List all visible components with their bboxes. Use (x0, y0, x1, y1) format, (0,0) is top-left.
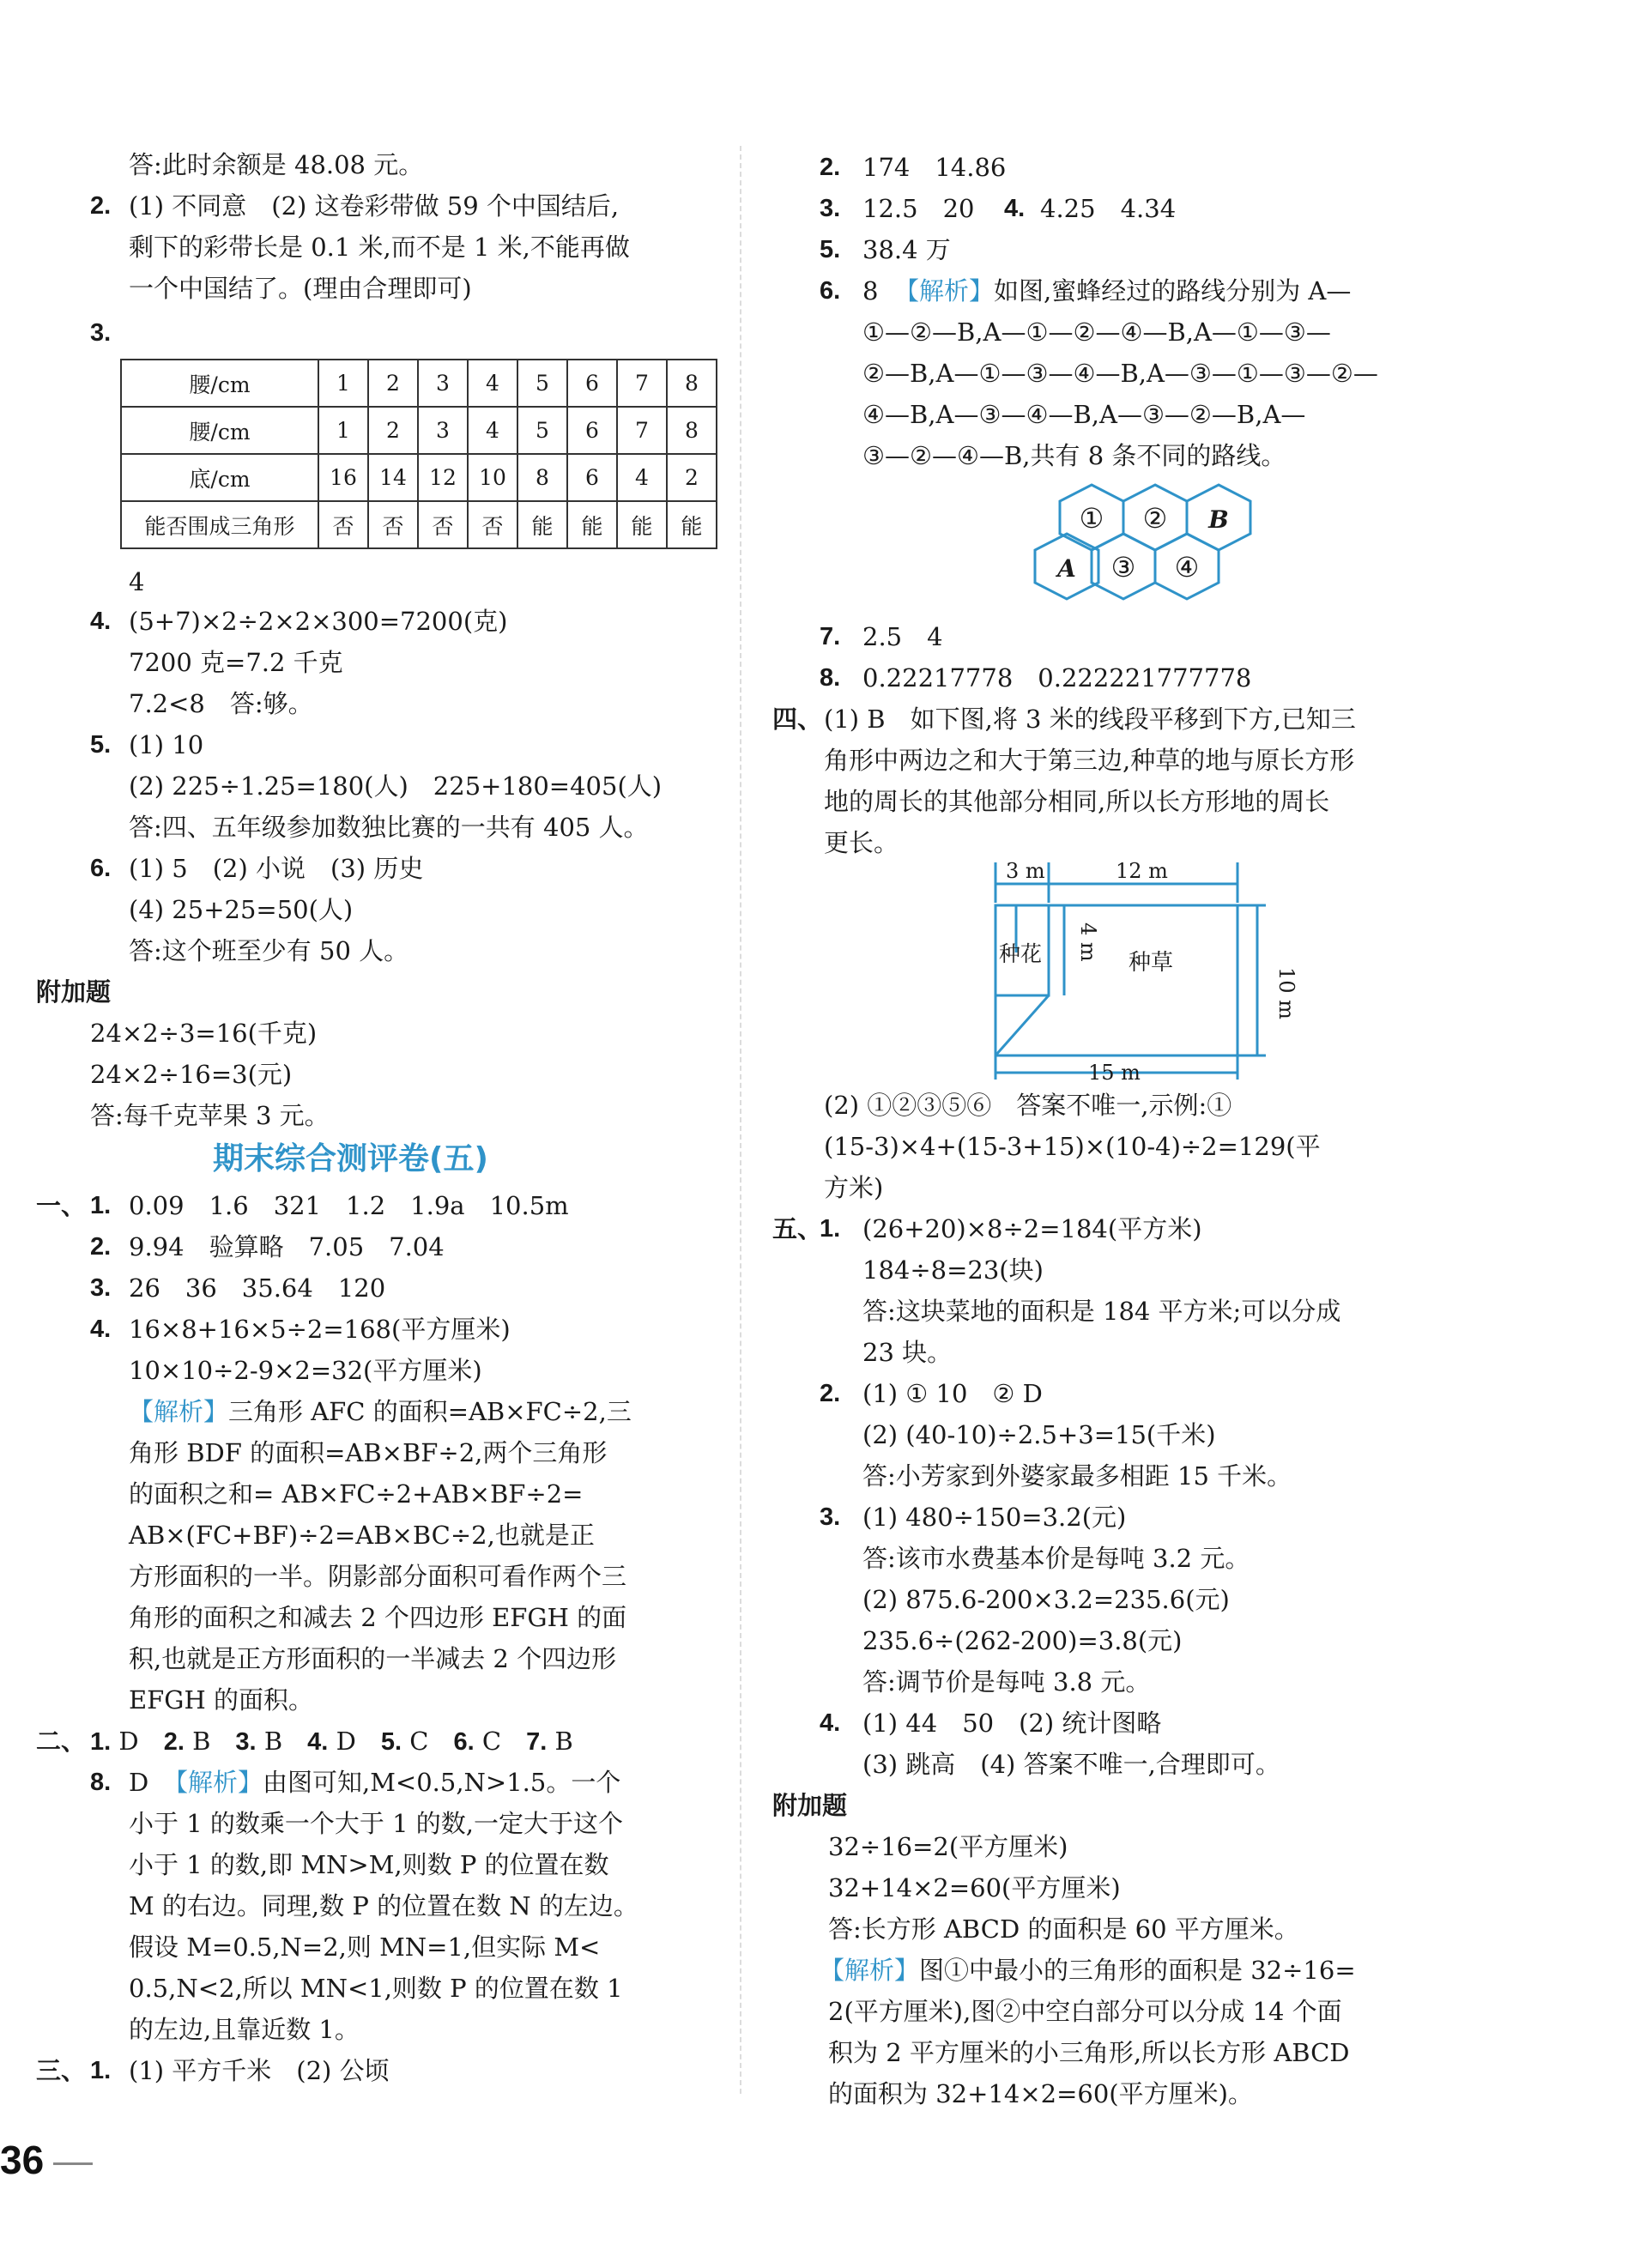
table-cell: 否 (368, 501, 418, 548)
answer-line: (15-3)×4+(15-3+15)×(10-4)÷2=129(平 (824, 1132, 1321, 1161)
answer-line: 38.4 万 (862, 235, 951, 264)
answer-line: 24×2÷16=3(元) (90, 1060, 293, 1089)
choice-answer: D (129, 1768, 149, 1797)
table-cell: 能 (617, 501, 667, 548)
question-number: 2. (90, 192, 112, 220)
table-cell: 8 (667, 407, 717, 454)
dim-label: 12 m (1116, 859, 1168, 883)
answer-line: 9.94 验算略 7.05 7.04 (129, 1232, 445, 1261)
hex-label: A (1057, 554, 1076, 583)
table-cell: 2 (368, 407, 418, 454)
choice-answer: C (481, 1727, 502, 1756)
table-cell: 2 (368, 360, 418, 407)
answer-line: 答:该市水费基本价是每吨 3.2 元。 (862, 1544, 1250, 1573)
answer-line: 角形的面积之和减去 2 个四边形 EFGH 的面 (129, 1603, 627, 1632)
answer-line: 的面积为 32+14×2=60(平方厘米)。 (828, 2079, 1253, 2108)
answer-line: 一个中国结了。(理由合理即可) (129, 274, 472, 303)
question-number: 2. (820, 1380, 841, 1407)
answer-line: 4.25 4.34 (1040, 194, 1177, 223)
table-cell: 4 (468, 407, 517, 454)
analysis-tag: 【解析】 (129, 1397, 229, 1426)
answer-line: 角形中两边之和大于第三边,种草的地与原长方形 (824, 746, 1355, 775)
question-number: 2. (163, 1728, 185, 1756)
answer-line: ④—B,A—③—④—B,A—③—②—B,A— (862, 400, 1306, 429)
table-cell: 8 (667, 360, 717, 407)
answer-line: 三角形 AFC 的面积=AB×FC÷2,三 (228, 1397, 632, 1426)
choice-answer: D (336, 1727, 356, 1756)
answer-line: (1) 5 (2) 小说 (3) 历史 (129, 854, 424, 883)
answer-line: 的面积之和= AB×FC÷2+AB×BF÷2= (129, 1479, 584, 1509)
table-cell: 否 (318, 501, 368, 548)
question-number: 4. (90, 1315, 112, 1343)
dim-label: 3 m (1006, 859, 1045, 883)
answer-line: EFGH 的面积。 (129, 1685, 313, 1715)
choice-answer: B (554, 1727, 573, 1756)
question-number: 3. (235, 1728, 257, 1756)
answer-line: 假设 M=0.5,N=2,则 MN=1,但实际 M< (129, 1932, 601, 1962)
answer-line: 角形 BDF 的面积=AB×BF÷2,两个三角形 (129, 1438, 608, 1467)
choice-answer: C (409, 1727, 429, 1756)
extra-title: 附加题 (772, 1791, 848, 1820)
answer-line: (2) 875.6-200×3.2=235.6(元) (862, 1585, 1230, 1614)
table-cell: 16 (318, 454, 368, 501)
answer-line: 7200 克=7.2 千克 (129, 648, 343, 677)
question-number: 3. (90, 1274, 112, 1302)
page-number-rule (53, 2162, 93, 2165)
answer-line: 7.2<8 答:够。 (129, 689, 313, 718)
analysis-tag: 【解析】 (163, 1768, 263, 1797)
question-number: 8. (820, 664, 841, 692)
section-label: 一、 (36, 1191, 87, 1220)
table-cell: 2 (667, 454, 717, 501)
answer-line: 答:这个班至少有 50 人。 (129, 936, 409, 965)
answer-line: 方形面积的一半。阴影部分面积可看作两个三 (129, 1562, 627, 1591)
hex-label: B (1208, 505, 1229, 534)
answer-line: 小于 1 的数,即 MN>M,则数 P 的位置在数 (129, 1850, 609, 1879)
answer-line: 23 块。 (862, 1338, 953, 1367)
outer-rect (995, 905, 1237, 1055)
table-cell: 腰/cm (121, 407, 318, 454)
question-number: 4. (307, 1728, 329, 1756)
answer-line: 答:四、五年级参加数独比赛的一共有 405 人。 (129, 813, 649, 842)
answer-line: 32+14×2=60(平方厘米) (828, 1873, 1121, 1902)
answer-line: 10×10÷2-9×2=32(平方厘米) (129, 1356, 482, 1385)
table-cell: 4 (468, 360, 517, 407)
answer-line: 0.5,N<2,所以 MN<1,则数 P 的位置在数 1 (129, 1974, 623, 2003)
answer-line: 积为 2 平方厘米的小三角形,所以长方形 ABCD (828, 2038, 1350, 2067)
table-cell: 5 (517, 360, 567, 407)
question-number: 2. (820, 154, 841, 181)
choice-answer: B (263, 1727, 283, 1756)
question-number: 7. (526, 1728, 548, 1756)
answer-line: 的左边,且靠近数 1。 (129, 2015, 360, 2044)
answer-line: 12.5 20 (862, 194, 975, 223)
table-cell: 14 (368, 454, 418, 501)
table-cell: 12 (418, 454, 468, 501)
rectangle-figure (987, 858, 1298, 1086)
answer-line: (5+7)×2÷2×2×300=7200(克) (129, 607, 508, 636)
triangle-table (120, 359, 717, 549)
table-cell: 1 (318, 407, 368, 454)
question-number: 8. (90, 1769, 112, 1796)
area-label: 种草 (1129, 950, 1174, 976)
answer-line: (1) 44 50 (2) 统计图略 (862, 1709, 1162, 1738)
question-number: 3. (820, 195, 841, 222)
answer-line: 更长。 (824, 828, 899, 857)
choice-answer: D (118, 1727, 139, 1756)
hex-label: ② (1142, 502, 1168, 535)
table-cell: 6 (567, 407, 617, 454)
table-cell: 8 (517, 454, 567, 501)
table-cell: 10 (468, 454, 517, 501)
table-cell: 7 (617, 407, 667, 454)
section-label: 二、 (36, 1727, 87, 1756)
answer-line: 4 (129, 567, 145, 596)
table-cell: 能否围成三角形 (121, 501, 318, 548)
question-number: 5. (90, 731, 112, 759)
answer-line: ①—②—B,A—①—②—④—B,A—①—③— (862, 318, 1331, 347)
table-cell: 否 (418, 501, 468, 548)
choice-answers (90, 1724, 573, 1759)
answer-line: (1) 平方千米 (2) 公顷 (129, 2056, 390, 2085)
answer-line: (2) 225÷1.25=180(人) 225+180=405(人) (129, 771, 663, 801)
question-number: 2. (90, 1233, 112, 1261)
answer-line: 答:每千克苹果 3 元。 (90, 1101, 330, 1130)
column-divider (740, 146, 741, 2094)
question-number: 3. (820, 1503, 841, 1531)
answer-line: ②—B,A—①—③—④—B,A—③—①—③—②— (862, 359, 1378, 388)
dim-label: 10 m (1274, 967, 1298, 1019)
answer-line: 174 14.86 (862, 153, 1007, 182)
table-cell: 7 (617, 360, 667, 407)
answer-line: 答:此时余额是 48.08 元。 (129, 150, 424, 179)
table-row (121, 407, 717, 454)
answer-line: ③—②—④—B,共有 8 条不同的路线。 (862, 441, 1286, 470)
answer-line: AB×(FC+BF)÷2=AB×BC÷2,也就是正 (129, 1521, 595, 1550)
question-number: 1. (820, 1215, 841, 1243)
section-label: 五、 (772, 1214, 823, 1243)
table-row (121, 360, 717, 407)
answer-line: 16×8+16×5÷2=168(平方厘米) (129, 1315, 511, 1344)
extra-title: 附加题 (36, 977, 112, 1007)
answer-line: 积,也就是正方形面积的一半减去 2 个四边形 (129, 1644, 617, 1673)
question-number: 4. (90, 608, 112, 635)
dim-label: 15 m (1088, 1061, 1141, 1085)
answer-line: 小于 1 的数乘一个大于 1 的数,一定大于这个 (129, 1809, 623, 1838)
question-number: 1. (90, 1192, 112, 1219)
answer-line: (2) ①②③⑤⑥ 答案不唯一,示例:① (824, 1091, 1232, 1120)
question-number: 1. (90, 2057, 112, 2084)
answer-line: 答:小芳家到外婆家最多相距 15 千米。 (862, 1461, 1292, 1491)
question-number: 4. (1004, 195, 1026, 222)
answer-line: (1) ① 10 ② D (862, 1379, 1043, 1408)
table-cell: 否 (468, 501, 517, 548)
answer-line: 剩下的彩带长是 0.1 米,而不是 1 米,不能再做 (129, 233, 630, 262)
analysis-tag: 【解析】 (894, 276, 995, 305)
answer-line: (26+20)×8÷2=184(平方米) (862, 1214, 1202, 1243)
question-number: 7. (820, 623, 841, 650)
table-cell: 1 (318, 360, 368, 407)
section-label: 四、 (772, 705, 823, 734)
question-number: 4. (820, 1709, 841, 1737)
answer-line: 由图可知,M<0.5,N>1.5。一个 (263, 1768, 621, 1797)
answer-line: 0.09 1.6 321 1.2 1.9a 10.5m (129, 1191, 569, 1220)
hexagon-diagram (1034, 485, 1283, 614)
answer-line: 184÷8=23(块) (862, 1255, 1044, 1285)
area-label: 种花 (999, 941, 1043, 966)
table-cell: 5 (517, 407, 567, 454)
choice-answer: B (192, 1727, 211, 1756)
answer-line: 答:调节价是每吨 3.8 元。 (862, 1667, 1151, 1697)
answer-line: (3) 跳高 (4) 答案不唯一,合理即可。 (862, 1750, 1280, 1779)
table-cell: 6 (567, 360, 617, 407)
table-cell: 能 (567, 501, 617, 548)
page-number: 36 (0, 2138, 45, 2182)
analysis-tag: 【解析】 (820, 1956, 920, 1985)
answer-line: 0.22217778 0.222221777778 (862, 663, 1252, 693)
answer-line: 答:长方形 ABCD 的面积是 60 平方厘米。 (828, 1914, 1299, 1944)
section-label: 三、 (36, 2056, 87, 2085)
answer-line: (1) 不同意 (2) 这卷彩带做 59 个中国结后, (129, 191, 620, 221)
table-cell: 3 (418, 407, 468, 454)
table-row (121, 501, 717, 548)
answer-line: M 的右边。同理,数 P 的位置在数 N 的左边。 (129, 1891, 638, 1920)
answer-line: (1) 10 (129, 730, 204, 759)
table-cell: 能 (517, 501, 567, 548)
answer-line: 24×2÷3=16(千克) (90, 1019, 318, 1048)
question-number: 5. (380, 1728, 402, 1756)
answer-line: 答:这块菜地的面积是 184 平方米;可以分成 (862, 1297, 1341, 1326)
question-number: 5. (820, 236, 841, 263)
answer-line: (4) 25+25=50(人) (129, 895, 354, 924)
question-number: 3. (90, 319, 112, 347)
answer-line: 26 36 35.64 120 (129, 1273, 386, 1303)
diagonal-line (995, 995, 1049, 1055)
answer-line: (1) B 如下图,将 3 米的线段平移到下方,已知三 (824, 705, 1356, 734)
answer-line: 2.5 4 (862, 622, 943, 651)
table-cell: 能 (667, 501, 717, 548)
answer-line: 8 (862, 276, 879, 305)
question-number: 6. (453, 1728, 475, 1756)
hex-label: ④ (1174, 551, 1200, 584)
answer-line: (1) 480÷150=3.2(元) (862, 1503, 1127, 1532)
answer-line: 32÷16=2(平方厘米) (828, 1832, 1068, 1861)
answer-line: (2) (40-10)÷2.5+3=15(千米) (862, 1420, 1216, 1449)
answer-line: 如图,蜜蜂经过的路线分别为 A— (994, 276, 1352, 305)
question-number: 1. (90, 1728, 112, 1756)
question-number: 6. (820, 277, 841, 305)
hex-label: ① (1079, 502, 1104, 535)
table-cell: 4 (617, 454, 667, 501)
answer-line: 方米) (824, 1173, 884, 1202)
answer-line: 地的周长的其他部分相同,所以长方形地的周长 (824, 787, 1330, 816)
answer-line: 235.6÷(262-200)=3.8(元) (862, 1626, 1183, 1655)
table-cell: 腰/cm (121, 360, 318, 407)
table-cell: 6 (567, 454, 617, 501)
table-cell: 底/cm (121, 454, 318, 501)
answer-line: 图①中最小的三角形的面积是 32÷16= (919, 1956, 1356, 1985)
section-title: 期末综合测评卷(五) (213, 1141, 488, 1176)
table-cell: 3 (418, 360, 468, 407)
question-number: 6. (90, 855, 112, 882)
dim-label: 4 m (1076, 922, 1100, 962)
answer-line: 2(平方厘米),图②中空白部分可以分成 14 个面 (828, 1997, 1342, 2026)
hex-label: ③ (1110, 551, 1136, 584)
table-row (121, 454, 717, 501)
